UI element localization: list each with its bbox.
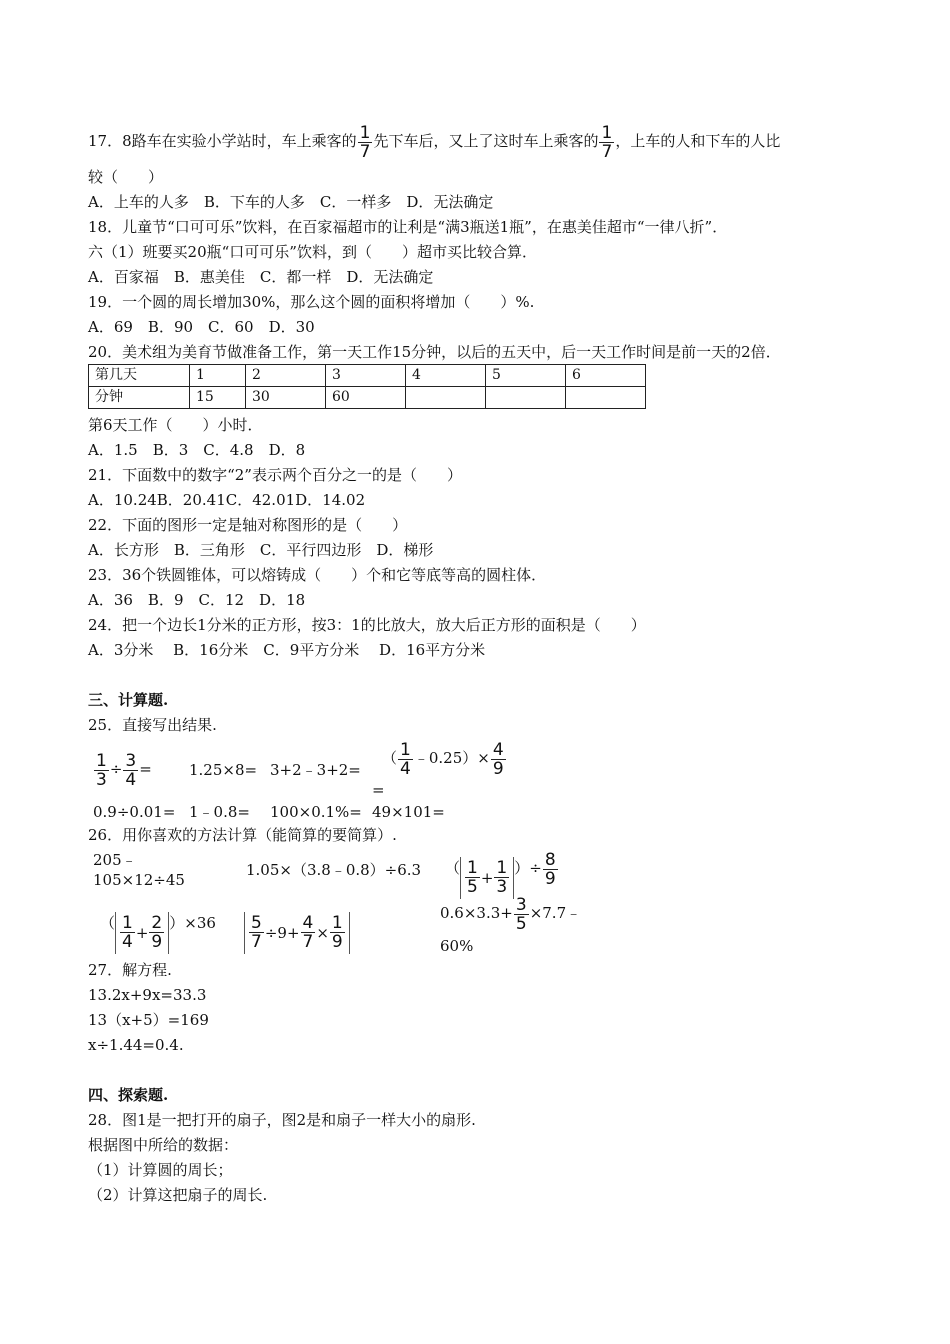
q25-expr-5: 0.9÷0.01= [93, 803, 176, 821]
frac-den: 9 [331, 932, 343, 952]
frac-num: 3 [125, 750, 137, 771]
fraction [465, 859, 480, 896]
q28-line2: 根据图中所给的数据： [88, 1136, 239, 1154]
q27-eq-1: 13.2x+9x=33.3 [88, 986, 207, 1004]
table-cell [486, 387, 566, 409]
fraction [94, 752, 109, 789]
frac-num: 1 [496, 858, 508, 878]
frac-num: 1 [331, 913, 343, 933]
q20-line1: 20．美术组为美育节做准备工作，第一天工作15分钟，以后的五天中，后一天工作时间是前一天的2倍． [88, 343, 781, 361]
q21-options: A．10.24B．20.41C．42.01D．14.02 [88, 491, 366, 509]
fraction [149, 914, 164, 951]
q28-line4: （2）计算这把扇子的周长. [88, 1186, 268, 1204]
q26-expr-5 [244, 902, 350, 954]
q17-f2-num: 1 [601, 122, 613, 143]
frac-den: 9 [544, 868, 556, 889]
table-cell: 2 [246, 365, 326, 387]
paren: （ [382, 749, 398, 767]
table-cell: 30 [246, 387, 326, 409]
table-cell: 1 [190, 365, 246, 387]
expr-text: ×7.7﹣ [529, 904, 582, 922]
q17-text-a: 17．8路车在实验小学站时，车上乘客的 [88, 132, 357, 150]
q26-title: 26．用你喜欢的方法计算（能简算的要简算）. [88, 826, 397, 844]
fraction [301, 914, 316, 951]
frac-den: 5 [515, 913, 527, 934]
fraction [249, 914, 264, 951]
fraction [123, 752, 138, 789]
frac-den: 3 [96, 769, 107, 790]
fraction [330, 914, 345, 951]
q25-expr-2: 1.25×8= [189, 761, 258, 779]
q27-title: 27．解方程. [88, 961, 172, 979]
q17-text-c: ，上车的人和下车的人比 [615, 132, 781, 150]
frac-den: 7 [302, 932, 314, 952]
frac-den: 4 [125, 769, 137, 790]
frac-den: 9 [151, 932, 163, 952]
q25-expr-8: 49×101= [372, 803, 445, 821]
q17-f1-den: 7 [359, 141, 371, 162]
q27-eq-3: x÷1.44=0.4. [88, 1036, 184, 1054]
boxed-expression [244, 912, 350, 954]
frac-den: 4 [400, 758, 411, 779]
frac-num: 8 [544, 849, 556, 870]
frac-den: 3 [496, 877, 508, 897]
frac-den: 5 [467, 877, 478, 897]
boxed-sum [115, 912, 169, 954]
expr-text: ﹣0.25）× [413, 749, 490, 767]
q25-expr-6: 1﹣0.8= [189, 803, 250, 821]
table-cell: 4 [406, 365, 486, 387]
q26-expr-4 [100, 902, 216, 954]
frac-num: 1 [122, 913, 133, 933]
q26-expr-3 [445, 847, 559, 899]
table-cell [406, 387, 486, 409]
expr-text: ÷9+ [264, 923, 300, 942]
frac-num: 5 [251, 913, 262, 933]
expr-text: ）×36 [169, 914, 216, 932]
fraction [491, 741, 506, 778]
operator: + [135, 923, 149, 942]
frac-num: 4 [492, 739, 504, 760]
q28-line1: 28．图1是一把打开的扇子，图2是和扇子一样大小的扇形. [88, 1111, 476, 1129]
table-cell: 15 [190, 387, 246, 409]
fraction [543, 851, 558, 888]
q28-line3: （1）计算圆的周长； [88, 1161, 233, 1179]
frac-num: 1 [400, 739, 411, 760]
frac-num: 4 [302, 913, 314, 933]
section-3-heading: 三、计算题. [88, 691, 169, 709]
frac-num: 3 [515, 894, 527, 915]
q17-options: A．上车的人多 B．下车的人多 C．一样多 D．无法确定 [88, 193, 494, 211]
q26-expr-2: 1.05×（3.8﹣0.8）÷6.3 [246, 861, 422, 879]
q25-expr-7: 100×0.1%= [270, 803, 362, 821]
table-cell: 5 [486, 365, 566, 387]
paren: （ [445, 859, 461, 877]
frac-den: 4 [122, 932, 133, 952]
table-cell: 分钟 [89, 387, 190, 409]
table-cell: 3 [326, 365, 406, 387]
q17-line2: 较（ ） [88, 168, 164, 186]
operator: ÷ [109, 760, 123, 778]
q25-expr-4 [382, 737, 507, 779]
q25-title: 25．直接写出结果. [88, 716, 217, 734]
q19-options: A．69 B．90 C．60 D．30 [88, 318, 315, 336]
table-row [89, 387, 646, 409]
q17-f2-den: 7 [601, 141, 613, 162]
fraction [398, 741, 413, 778]
q25-expr-4-equals: = [372, 781, 385, 799]
operator: + [480, 868, 494, 887]
fraction [120, 914, 135, 951]
frac-den: 7 [251, 932, 262, 952]
frac-num: 1 [467, 858, 478, 878]
section-4-heading: 四、探索题. [88, 1086, 169, 1104]
operator: × [316, 923, 329, 942]
fraction [514, 896, 529, 933]
table-cell: 6 [566, 365, 646, 387]
q26-expr-6 [440, 892, 581, 934]
table-row [89, 365, 646, 387]
expr-text: 0.6×3.3+ [440, 904, 513, 922]
q20-options: A．1.5 B．3 C．4.8 D．8 [88, 441, 306, 459]
q18-line1: 18．儿童节“口可可乐”饮料，在百家福超市的让利是“满3瓶送1瓶”，在惠美佳超市“一律八折”． [88, 218, 728, 236]
q23-options: A．36 B．9 C．12 D．18 [88, 591, 306, 609]
q23-line1: 23．36个铁圆锥体，可以熔铸成（ ）个和它等底等高的圆柱体． [88, 566, 547, 584]
q26-expr-1b: 105×12÷45 [93, 871, 185, 889]
frac-den: 9 [492, 758, 504, 779]
q24-line1: 24．把一个边长1分米的正方形，按3：1的比放大，放大后正方形的面积是（ ） [88, 616, 646, 634]
q26-expr-6-line2: 60% [440, 937, 474, 955]
expr-text: ）÷ [514, 859, 542, 877]
paren: （ [100, 914, 116, 932]
q25-expr-1 [93, 748, 152, 790]
frac-num: 1 [96, 750, 107, 771]
q17-fraction-2 [599, 124, 614, 161]
table-cell: 第几天 [89, 365, 190, 387]
q25-expr-3: 3+2﹣3+2= [270, 761, 361, 779]
q19-line1: 19．一个圆的周长增加30%，那么这个圆的面积将增加（ ）%. [88, 293, 535, 311]
q27-eq-2: 13（x+5）=169 [88, 1011, 209, 1029]
q22-options: A．长方形 B．三角形 C．平行四边形 D．梯形 [88, 541, 434, 559]
q22-line1: 22．下面的图形一定是轴对称图形的是（ ） [88, 516, 408, 534]
q26-expr-1a: 205﹣ [93, 851, 137, 869]
q17-f1-num: 1 [359, 122, 371, 143]
q17-line1 [88, 121, 780, 161]
q20-table [88, 364, 646, 409]
q17-text-b: 先下车后，又上了这时车上乘客的 [373, 132, 599, 150]
q18-options: A．百家福 B．惠美佳 C．都一样 D．无法确定 [88, 268, 434, 286]
q21-line1: 21．下面数中的数字“2”表示两个百分之一的是（ ） [88, 466, 462, 484]
q18-line2: 六（1）班要买20瓶“口可可乐”饮料，到（ ）超市买比较合算． [88, 243, 537, 261]
fraction [494, 859, 509, 896]
frac-num: 2 [151, 913, 163, 933]
table-cell: 60 [326, 387, 406, 409]
table-cell [566, 387, 646, 409]
q24-options: A．3分米 B．16分米 C．9平方分米 D．16平方分米 [88, 641, 486, 659]
q20-line2: 第6天工作（ ）小时． [88, 416, 263, 434]
equals: = [139, 760, 152, 778]
q17-fraction-1 [358, 124, 373, 161]
